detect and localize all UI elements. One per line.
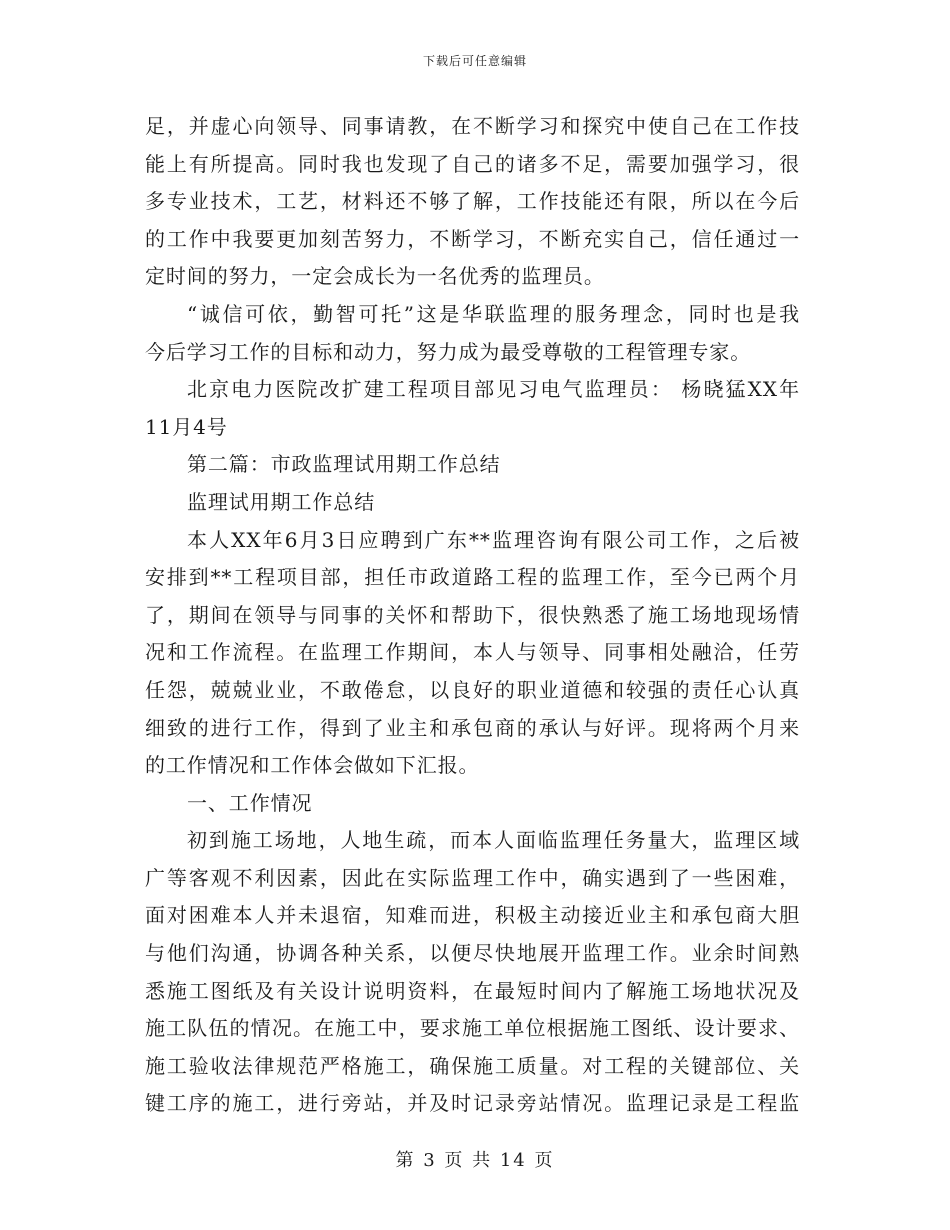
text-line: 细致的进行工作，得到了业主和承包商的承认与好评。现将两个月来 <box>145 715 800 740</box>
text-line: 广等客观不利因素，因此在实际监理工作中，确实遇到了一些困难， <box>145 865 800 890</box>
page-footer: 第 3 页 共 14 页 <box>395 1150 555 1171</box>
text-line: 键工序的施工，进行旁站，并及时记录旁站情况。监理记录是工程监 <box>145 1091 800 1116</box>
text-line: 施工验收法律规范严格施工，确保施工质量。对工程的关键部位、关 <box>145 1053 800 1078</box>
text-line: 11月4号 <box>145 414 228 439</box>
text-line: 悉施工图纸及有关设计说明资料，在最短时间内了解施工场地状况及 <box>145 978 800 1003</box>
text-line: 第二篇：市政监理试用期工作总结 <box>187 452 501 477</box>
text-line: 施工队伍的情况。在施工中，要求施工单位根据施工图纸、设计要求、 <box>145 1016 800 1041</box>
text-line: 了，期间在领导与同事的关怀和帮助下，很快熟悉了施工场地现场情 <box>145 602 800 627</box>
text-line: 能上有所提高。同时我也发现了自己的诸多不足，需要加强学习，很 <box>145 151 800 176</box>
page-header: 下载后可任意编辑 <box>422 54 527 68</box>
text-line: 监理试用期工作总结 <box>187 489 376 514</box>
text-line: 任怨，兢兢业业，不敢倦怠，以良好的职业道德和较强的责任心认真 <box>145 677 800 702</box>
text-line: 初到施工场地，人地生疏，而本人面临监理任务量大，监理区域 <box>187 828 800 853</box>
text-line: 今后学习工作的目标和动力，努力成为最受尊敬的工程管理专家。 <box>145 339 752 364</box>
text-line: 与他们沟通，协调各种关系，以便尽快地展开监理工作。业余时间熟 <box>145 941 800 966</box>
text-line: 安排到**工程项目部，担任市政道路工程的监理工作，至今已两个月 <box>145 565 800 590</box>
text-line: 一、工作情况 <box>187 790 313 815</box>
text-line: “诚信可依，勤智可托”这是华联监理的服务理念，同时也是我 <box>187 301 800 326</box>
text-line: 面对困难本人并未退宿，知难而进，积极主动接近业主和承包商大胆 <box>145 903 800 928</box>
document-body <box>145 108 800 1123</box>
text-line: 定时间的努力，一定会成长为一名优秀的监理员。 <box>145 264 605 289</box>
text-line: 本人XX年6月3日应聘到广东**监理咨询有限公司工作，之后被 <box>187 527 800 552</box>
text-line: 北京电力医院改扩建工程项目部见习电气监理员： 杨晓猛XX年 <box>187 377 800 402</box>
text-line: 的工作中我要更加刻苦努力，不断学习，不断充实自己，信任通过一 <box>145 226 800 251</box>
text-line: 况和工作流程。在监理工作期间，本人与领导、同事相处融洽，任劳 <box>145 640 800 665</box>
text-line: 多专业技术，工艺，材料还不够了解，工作技能还有限，所以在今后 <box>145 189 800 214</box>
text-line: 足，并虚心向领导、同事请教，在不断学习和探究中使自己在工作技 <box>145 114 800 138</box>
text-line: 的工作情况和工作体会做如下汇报。 <box>145 753 480 778</box>
